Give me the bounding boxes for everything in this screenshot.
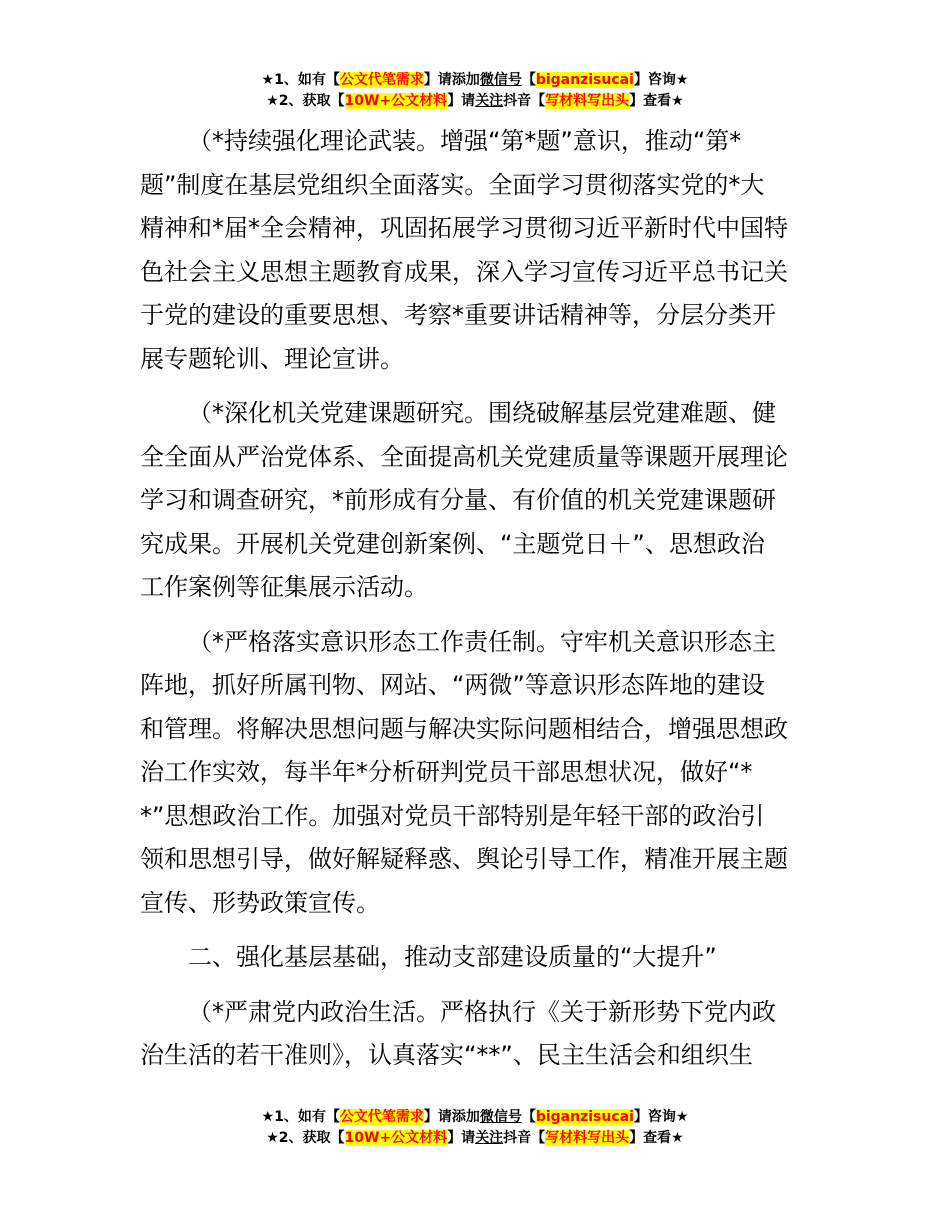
text-line: 工作案例等征集展示活动。 [140,573,428,601]
banner-line-2: ★2、获取【10W+公文材料】请关注抖音【写材料写出头】查看★ [266,1130,684,1146]
text-line: 展专题轮训、理论宣讲。 [140,344,404,373]
banner-highlight: biganzisucai [535,1109,634,1125]
banner-line-1: ★1、如有【公文代笔需求】请添加微信号【biganzisucai】咨询★ [261,1109,689,1125]
paragraph-4 [140,991,812,1078]
text-line: *”思想政治工作。加强对党员干部特别是年轻干部的政治引 [140,801,765,830]
banner-line-2: ★2、获取【10W+公文材料】请关注抖音【写材料写出头】查看★ [266,93,684,109]
banner-highlight: 写材料写出头 [545,1130,630,1146]
banner-highlight: 写材料写出头 [545,93,630,109]
text-line: 治生活的若干准则》，认真落实“**”、民主生活会和组织生 [140,1041,753,1069]
text-line: 领和思想引导，做好解疑释惑、舆论引导工作，精准开展主题 [140,845,788,873]
text-line: 阵地，抓好所属刊物、网站、“两微”等意识形态阵地的建设 [140,671,765,699]
text-line: 和管理。将解决思想问题与解决实际问题相结合，增强思想政 [140,714,788,743]
text-line: （*深化机关党建课题研究。围绕破解基层党建难题、健 [188,399,776,427]
text-line: 全全面从严治党体系、全面提高机关党建质量等课题开展理论 [140,442,788,471]
banner-highlight: biganzisucai [535,72,634,88]
text-line: 学习和调查研究，*前形成有分量、有价值的机关党建课题研 [140,486,776,514]
text-line: （*严格落实意识形态工作责任制。守牢机关意识形态主 [188,627,776,656]
banner-highlight: 公文代笔需求 [339,1109,424,1125]
banner-line-1: ★1、如有【公文代笔需求】请添加微信号【biganzisucai】咨询★ [261,72,689,88]
text-line: 宣传、形势政策宣传。 [140,888,380,917]
text-line: 色社会主义思想主题教育成果，深入学习宣传习近平总书记关 [140,257,788,286]
section-heading [140,936,812,980]
banner-highlight: 10W+公文材料 [344,1130,448,1146]
text-line: （*严肃党内政治生活。严格执行《关于新形势下党内政 [188,997,776,1026]
footer-banner [0,1107,950,1149]
text-line: （*持续强化理论武装。增强“第*题”意识，推动“第* [188,127,742,155]
paragraph-1 [140,120,812,381]
text-line: 精神和*届*全会精神，巩固拓展学习贯彻习近平新时代中国特 [140,214,788,242]
banner-highlight: 公文代笔需求 [339,72,424,88]
banner-highlight: 10W+公文材料 [344,93,448,109]
heading-line: 二、强化基层基础，推动支部建设质量的“大提升” [188,943,717,971]
header-banner [0,70,950,112]
text-line: 于党的建设的重要思想、考察*重要讲话精神等，分层分类开 [140,301,776,329]
paragraph-3 [140,621,812,926]
text-line: 究成果。开展机关党建创新案例、“主题党日＋”、思想政治 [140,529,765,558]
text-line: 治工作实效，每半年*分析研判党员干部思想状况，做好“* [140,758,753,786]
text-line: 题”制度在基层党组织全面落实。全面学习贯彻落实党的*大 [140,170,765,199]
document-body [140,120,812,1089]
paragraph-2 [140,392,812,610]
